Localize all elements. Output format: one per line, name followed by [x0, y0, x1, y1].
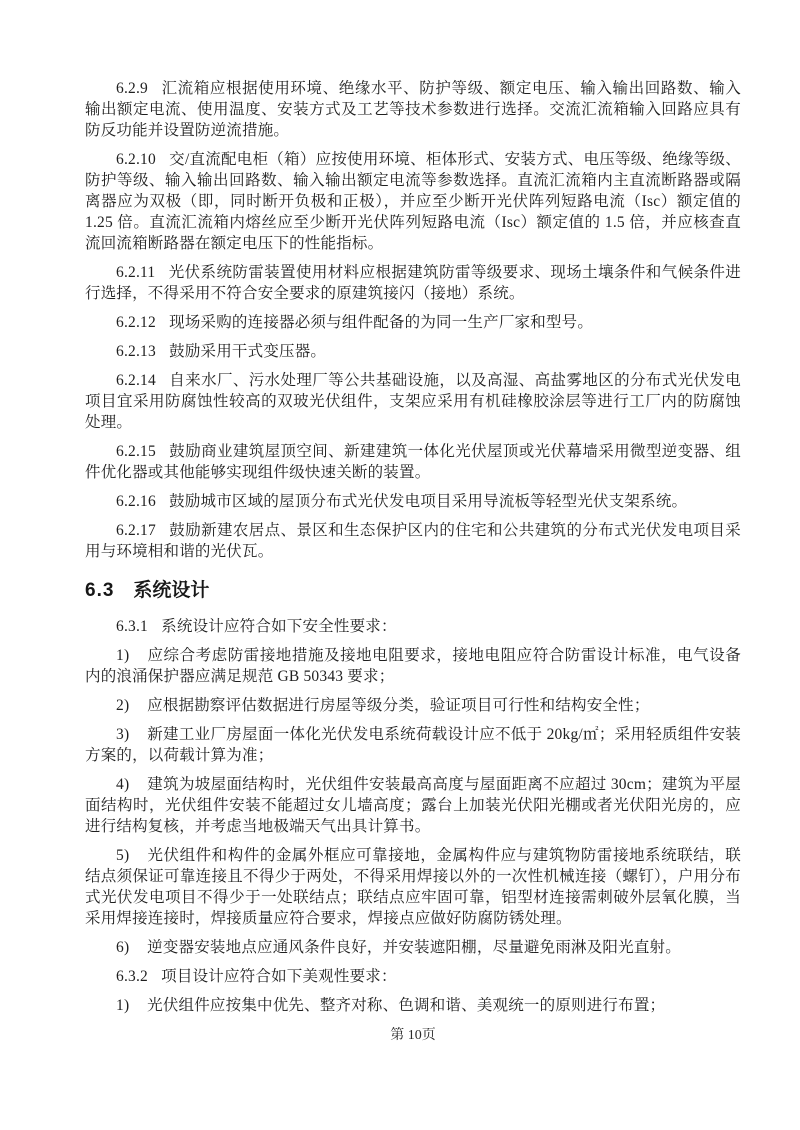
- document-content: [85, 78, 741, 1046]
- item-number: 5): [116, 847, 130, 864]
- item-text: 光伏组件应按集中优先、整齐对称、色调和谐、美观统一的原则进行布置；: [147, 997, 666, 1014]
- clause-6-2-17: [85, 520, 741, 562]
- clause-number: 6.3.2: [116, 968, 148, 985]
- safety-item-3: [85, 724, 741, 766]
- clause-number: 6.2.17: [116, 522, 156, 539]
- safety-item-4: [85, 774, 741, 837]
- item-number: 6): [116, 939, 130, 956]
- clause-text: 现场采购的连接器必须与组件配备的为同一生产厂家和型号。: [169, 314, 594, 331]
- clause-text: 光伏系统防雷装置使用材料应根据建筑防雷等级要求、现场土壤条件和气候条件进行选择，不得采用不符合安全要求的原建筑接闪（接地）系统。: [85, 264, 741, 302]
- item-number: 2): [116, 697, 130, 714]
- safety-item-2: [85, 695, 741, 716]
- clause-6-2-12: [85, 312, 741, 333]
- page-number-footer: 第 10页: [390, 1028, 436, 1043]
- clause-6-2-9: [85, 78, 741, 141]
- clause-6-2-16: [85, 491, 741, 512]
- clause-number: 6.2.13: [116, 343, 156, 360]
- clause-number: 6.2.15: [116, 443, 156, 460]
- clause-text: 交/直流配电柜（箱）应按使用环境、柜体形式、安装方式、电压等级、绝缘等级、防护等级、输入输出回路数、输入输出额定电流等参数选择。直流汇流箱内主直流断路器或隔离器应为双极（即，同时断开负极和正极），并应至少断开光伏阵列短路电流（Isc）额定值的 1.25 倍。直流汇流箱内熔丝应至少断开光伏阵列短路电流（Isc）额定值的 1.5 倍，并应核查直流回流箱断路器在额定电压下的性能指标。: [85, 151, 741, 252]
- clause-text: 鼓励城市区域的屋顶分布式光伏发电项目采用导流板等轻型光伏支架系统。: [169, 493, 688, 510]
- section-heading-6-3: [85, 578, 741, 604]
- clause-number: 6.2.11: [116, 264, 156, 281]
- clause-number: 6.2.12: [116, 314, 156, 331]
- section-title: 系统设计: [133, 580, 210, 601]
- clause-text: 系统设计应符合如下安全性要求：: [161, 618, 397, 635]
- aesthetic-item-1: [85, 995, 741, 1016]
- clause-text: 自来水厂、污水处理厂等公共基础设施，以及高湿、高盐雾地区的分布式光伏发电项目宜采用防腐蚀性较高的双玻光伏组件，支架应采用有机硅橡胶涂层等进行工厂内的防腐蚀处理。: [85, 372, 741, 431]
- item-number: 1): [116, 647, 130, 664]
- clause-number: 6.2.16: [116, 493, 156, 510]
- clause-6-2-15: [85, 441, 741, 483]
- safety-item-6: [85, 937, 741, 958]
- clause-6-2-14: [85, 370, 741, 433]
- clause-6-2-13: [85, 341, 741, 362]
- item-text: 光伏组件和构件的金属外框应可靠接地，金属构件应与建筑物防雷接地系统联结，联结点须保证可靠连接且不得少于两处，不得采用焊接以外的一次性机械连接（螺钉），户用分布式光伏发电项目不得少于一处联结点；联结点应牢固可靠，铝型材连接需刺破外层氧化膜，当采用焊接连接时，焊接质量应符合要求，焊接点应做好防腐防锈处理。: [85, 847, 741, 927]
- clause-6-2-10: [85, 149, 741, 254]
- clause-6-3-1: [85, 616, 741, 637]
- clause-number: 6.2.9: [116, 80, 148, 97]
- clause-6-2-11: [85, 262, 741, 304]
- item-text: 逆变器安装地点应通风条件良好，并安装遮阳棚，尽量避免雨淋及阳光直射。: [147, 939, 681, 956]
- clause-text: 鼓励商业建筑屋顶空间、新建建筑一体化光伏屋顶或光伏幕墙采用微型逆变器、组件优化器或其他能够实现组件级快速关断的装置。: [85, 443, 741, 481]
- item-text: 新建工业厂房屋面一体化光伏发电系统荷载设计应不低于 20kg/㎡；采用轻质组件安装方案的，以荷载计算为准；: [85, 726, 741, 764]
- clause-text: 鼓励新建农居点、景区和生态保护区内的住宅和公共建筑的分布式光伏发电项目采用与环境相和谐的光伏瓦。: [85, 522, 741, 560]
- item-text: 应综合考虑防雷接地措施及接地电阻要求，接地电阻应符合防雷设计标准，电气设备内的浪涌保护器应满足规范 GB 50343 要求；: [85, 647, 741, 685]
- clause-number: 6.3.1: [116, 618, 148, 635]
- clause-number: 6.2.14: [116, 372, 156, 389]
- item-number: 3): [116, 726, 130, 743]
- section-number: 6.3: [85, 580, 115, 601]
- clause-text: 项目设计应符合如下美观性要求：: [161, 968, 397, 985]
- item-number: 4): [116, 776, 130, 793]
- clause-6-3-2: [85, 966, 741, 987]
- clause-text: 鼓励采用干式变压器。: [169, 343, 327, 360]
- safety-item-1: [85, 645, 741, 687]
- item-number: 1): [116, 997, 130, 1014]
- safety-item-5: [85, 845, 741, 929]
- item-text: 应根据勘察评估数据进行房屋等级分类，验证项目可行性和结构安全性；: [147, 697, 650, 714]
- item-text: 建筑为坡屋面结构时，光伏组件安装最高高度与屋面距离不应超过 30cm；建筑为平屋面结构时，光伏组件安装不能超过女儿墙高度；露台上加装光伏阳光棚或者光伏阳光房的，应进行结构复核，并考虑当地极端天气出具计算书。: [85, 776, 741, 835]
- clause-number: 6.2.10: [116, 151, 156, 168]
- clause-text: 汇流箱应根据使用环境、绝缘水平、防护等级、额定电压、输入输出回路数、输入输出额定电流、使用温度、安装方式及工艺等技术参数进行选择。交流汇流箱输入回路应具有防反功能并设置防逆流措施。: [85, 80, 741, 139]
